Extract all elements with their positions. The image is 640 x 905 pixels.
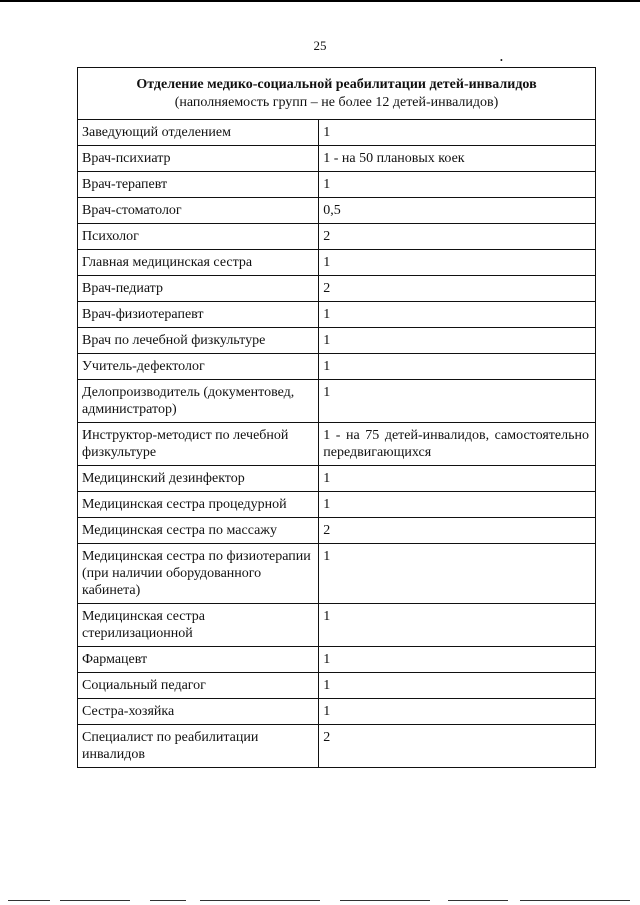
top-border-line bbox=[0, 0, 640, 2]
staff-count-cell: 1 - на 75 детей-инвалидов, самостоятельно передвигающихся bbox=[319, 423, 596, 466]
position-cell: Врач-педиатр bbox=[78, 276, 319, 302]
table-row bbox=[78, 172, 596, 198]
table-row bbox=[78, 673, 596, 699]
staff-count-cell: 1 bbox=[319, 673, 596, 699]
table-row bbox=[78, 604, 596, 647]
staff-count-cell: 0,5 bbox=[319, 198, 596, 224]
position-cell: Сестра-хозяйка bbox=[78, 699, 319, 725]
table-row bbox=[78, 699, 596, 725]
staff-count-cell: 1 bbox=[319, 647, 596, 673]
table-row bbox=[78, 518, 596, 544]
position-cell: Медицинская сестра по массажу bbox=[78, 518, 319, 544]
table-subtitle: (наполняемость групп – не более 12 детей-инвалидов) bbox=[174, 95, 499, 110]
position-cell: Инструктор-методист по лечебной физкультуре bbox=[78, 423, 319, 466]
table-row bbox=[78, 250, 596, 276]
table-header-cell bbox=[78, 68, 596, 120]
staff-count-cell: 1 bbox=[319, 250, 596, 276]
table-row bbox=[78, 328, 596, 354]
page-number: 25 bbox=[313, 38, 327, 53]
table-row bbox=[78, 120, 596, 146]
position-cell: Врач-психиатр bbox=[78, 146, 319, 172]
scan-speck: • bbox=[500, 56, 503, 65]
table-row bbox=[78, 492, 596, 518]
staff-count-cell: 1 bbox=[319, 302, 596, 328]
position-cell: Фармацевт bbox=[78, 647, 319, 673]
position-cell: Заведующий отделением bbox=[78, 120, 319, 146]
staff-count-cell: 1 bbox=[319, 380, 596, 423]
position-cell: Медицинский дезинфектор bbox=[78, 466, 319, 492]
staff-count-cell: 1 bbox=[319, 604, 596, 647]
staff-count-cell: 2 bbox=[319, 518, 596, 544]
table-row bbox=[78, 544, 596, 604]
table-header-row bbox=[78, 68, 596, 120]
position-cell: Врач по лечебной физкультуре bbox=[78, 328, 319, 354]
position-cell: Психолог bbox=[78, 224, 319, 250]
position-cell: Врач-физиотерапевт bbox=[78, 302, 319, 328]
table-row bbox=[78, 302, 596, 328]
table-row bbox=[78, 276, 596, 302]
table-row bbox=[78, 198, 596, 224]
table-row bbox=[78, 224, 596, 250]
table-row bbox=[78, 725, 596, 768]
staff-count-cell: 1 bbox=[319, 172, 596, 198]
staff-count-cell: 1 bbox=[319, 354, 596, 380]
staff-count-cell: 2 bbox=[319, 224, 596, 250]
staff-count-cell: 1 bbox=[319, 466, 596, 492]
table-row bbox=[78, 423, 596, 466]
position-cell: Медицинская сестра стерилизационной bbox=[78, 604, 319, 647]
staff-count-cell: 2 bbox=[319, 725, 596, 768]
staff-count-cell: 1 bbox=[319, 492, 596, 518]
position-cell: Главная медицинская сестра bbox=[78, 250, 319, 276]
staff-count-cell: 2 bbox=[319, 276, 596, 302]
position-cell: Врач-терапевт bbox=[78, 172, 319, 198]
position-cell: Специалист по реабилитации инвалидов bbox=[78, 725, 319, 768]
position-cell: Медицинская сестра процедурной bbox=[78, 492, 319, 518]
staffing-table bbox=[77, 67, 596, 768]
table-title: Отделение медико-социальной реабилитации детей-инвалидов bbox=[136, 77, 537, 92]
position-cell: Учитель-дефектолог bbox=[78, 354, 319, 380]
table-row bbox=[78, 466, 596, 492]
table-row bbox=[78, 354, 596, 380]
table-row bbox=[78, 647, 596, 673]
position-cell: Делопроизводитель (документовед, администратор) bbox=[78, 380, 319, 423]
position-cell: Социальный педагог bbox=[78, 673, 319, 699]
position-cell: Медицинская сестра по физиотерапии (при наличии оборудованного кабинета) bbox=[78, 544, 319, 604]
table-row bbox=[78, 380, 596, 423]
bottom-scan-marks bbox=[0, 897, 640, 905]
table-row bbox=[78, 146, 596, 172]
staff-count-cell: 1 bbox=[319, 328, 596, 354]
staff-count-cell: 1 bbox=[319, 699, 596, 725]
staff-count-cell: 1 bbox=[319, 544, 596, 604]
staff-count-cell: 1 bbox=[319, 120, 596, 146]
staff-count-cell: 1 - на 50 плановых коек bbox=[319, 146, 596, 172]
position-cell: Врач-стоматолог bbox=[78, 198, 319, 224]
